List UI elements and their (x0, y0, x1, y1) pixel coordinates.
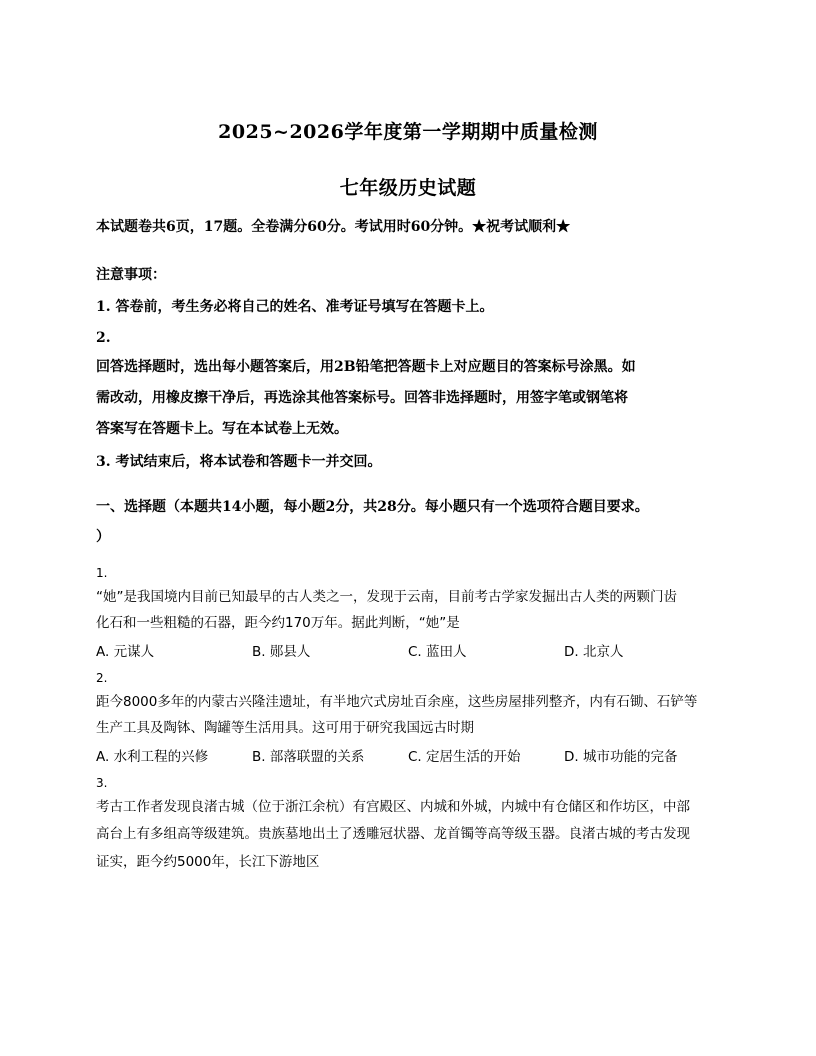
note-item-2-line: 回答选择题时，选出每小题答案后，用2B铅笔把答题卡上对应题目的答案标号涂黑。如 (96, 359, 636, 375)
option-d: D. 北京人 (564, 644, 624, 660)
question-stem-line: “她”是我国境内目前已知最早的古人类之一，发现于云南，目前考古学家发掘出古人类的两颗门齿 (96, 589, 677, 605)
option-b: B. 郧县人 (252, 644, 311, 660)
question-stem-line: 证实，距今约5000年，长江下游地区 (96, 854, 320, 870)
option-c: C. 定居生活的开始 (408, 749, 521, 765)
question-number: 3. (96, 776, 108, 790)
note-item-3: 3. 考试结束后，将本试卷和答题卡一并交回。 (96, 454, 382, 470)
question-number: 1. (96, 566, 108, 580)
note-item-2-line: 需改动，用橡皮擦干净后，再选涂其他答案标号。回答非选择题时，用签字笔或钢笔将 (96, 390, 628, 406)
note-item-2-number: 2. (96, 330, 111, 346)
note-item-1: 1. 答卷前，考生务必将自己的姓名、准考证号填写在答题卡上。 (96, 299, 494, 315)
exam-intro: 本试题卷共6页，17题。全卷满分60分。考试用时60分钟。★祝考试顺利★ (96, 219, 571, 235)
option-b: B. 部落联盟的关系 (252, 749, 365, 765)
section-heading-continued: ） (96, 529, 110, 545)
question-stem-line: 距今8000多年的内蒙古兴隆洼遗址，有半地穴式房址百余座，这些房屋排列整齐，内有石锄、石铲等 (96, 694, 698, 710)
question-options (96, 748, 720, 766)
section-heading: 一、选择题（本题共14小题，每小题2分，共28分。每小题只有一个选项符合题目要求。 (96, 499, 649, 515)
question-stem-line: 化石和一些粗糙的石器，距今约170万年。据此判断，“她”是 (96, 615, 460, 631)
note-item-2-line: 答案写在答题卡上。写在本试卷上无效。 (96, 421, 348, 437)
notes-heading: 注意事项： (96, 267, 166, 283)
question-stem-line: 高台上有多组高等级建筑。贵族墓地出土了透雕冠状器、龙首镯等高等级玉器。良渚古城的考古发现 (96, 826, 690, 842)
option-c: C. 蓝田人 (408, 644, 467, 660)
question-options (96, 643, 720, 661)
exam-subtitle: 七年级历史试题 (339, 177, 477, 199)
question-number: 2. (96, 671, 108, 685)
option-d: D. 城市功能的完备 (564, 749, 678, 765)
question-stem-line: 生产工具及陶钵、陶罐等生活用具。这可用于研究我国远古时期 (96, 720, 474, 736)
option-a: A. 水利工程的兴修 (96, 749, 209, 765)
exam-title: 2025~2026学年度第一学期期中质量检测 (218, 121, 598, 143)
option-a: A. 元谋人 (96, 644, 155, 660)
question-stem-line: 考古工作者发现良渚古城（位于浙江余杭）有宫殿区、内城和外城，内城中有仓储区和作坊区，中部 (96, 799, 690, 815)
